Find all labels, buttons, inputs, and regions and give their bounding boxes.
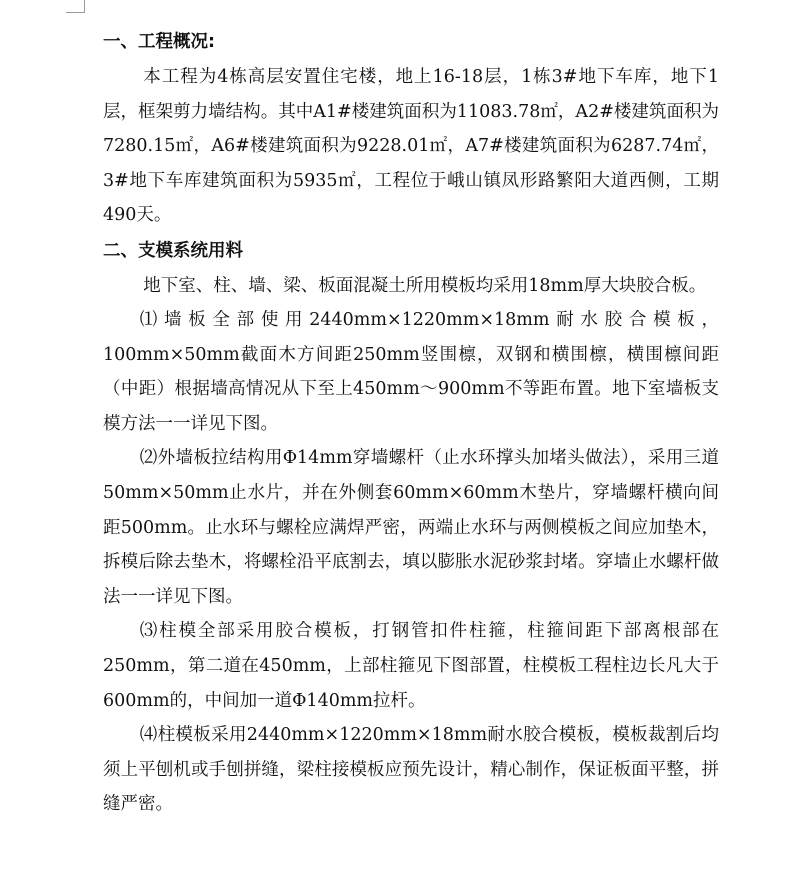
materials-item-wall-formwork: ⑴墙板全部使用2440mm×1220mm×18mm耐水胶合模板，100mm×50mm截面木方间距250mm竖围檩，双钢和横围檩，横围檩间距（中距）根据墙高情况从下至上450mm～900mm不等距布置。地下室墙板支模方法一一详见下图。 — [103, 310, 719, 434]
materials-item-column-panels: ⑷柱模板采用2440mm×1220mm×18mm耐水胶合模板，模板裁割后均须上平刨机或手刨拼缝，梁柱接模板应预先设计，精心制作，保证板面平整，拼缝严密。 — [103, 725, 719, 815]
materials-item-wall-ties: ⑵外墙板拉结构用Φ14mm穿墙螺杆（止水环撑头加堵头做法），采用三道50mm×50mm止水片，并在外侧套60mm×60mm木垫片，穿墙螺杆横向间距500mm。止水环与螺栓应满焊严密，两端止水环与两侧模板之间应加垫木，拆模后除去垫木，将螺栓沿平底割去，填以膨胀水泥砂浆封堵。穿墙止水螺杆做法一一详见下图。 — [103, 448, 719, 607]
margin-corner-mark — [66, 0, 85, 13]
overview-paragraph: 本工程为4栋高层安置住宅楼，地上16-18层，1栋3#地下车库，地下1层，框架剪力墙结构。其中A1#楼建筑面积为11083.78㎡，A2#楼建筑面积为7280.15㎡，A6#楼建筑面积为9228.01㎡，A7#楼建筑面积为6287.74㎡，3#地下车库建筑面积为5935㎡，工程位于峨山镇凤形路繁阳大道西侧，工期490天。 — [103, 67, 719, 225]
section-heading-formwork-materials: 二、支模系统用料 — [103, 240, 243, 261]
materials-intro-paragraph: 地下室、柱、墙、梁、板面混凝土所用模板均采用18mm厚大块胶合板。 — [143, 275, 707, 296]
document-body — [103, 24, 719, 822]
section-heading-overview: 一、工程概况: — [103, 32, 215, 52]
materials-item-column-formwork: ⑶柱模全部采用胶合模板，打钢管扣件柱箍，柱箍间距下部离根部在250mm，第二道在450mm，上部柱箍见下图部置，柱模板工程柱边长凡大于600mm的，中间加一道Φ140mm拉杆。 — [103, 621, 719, 711]
